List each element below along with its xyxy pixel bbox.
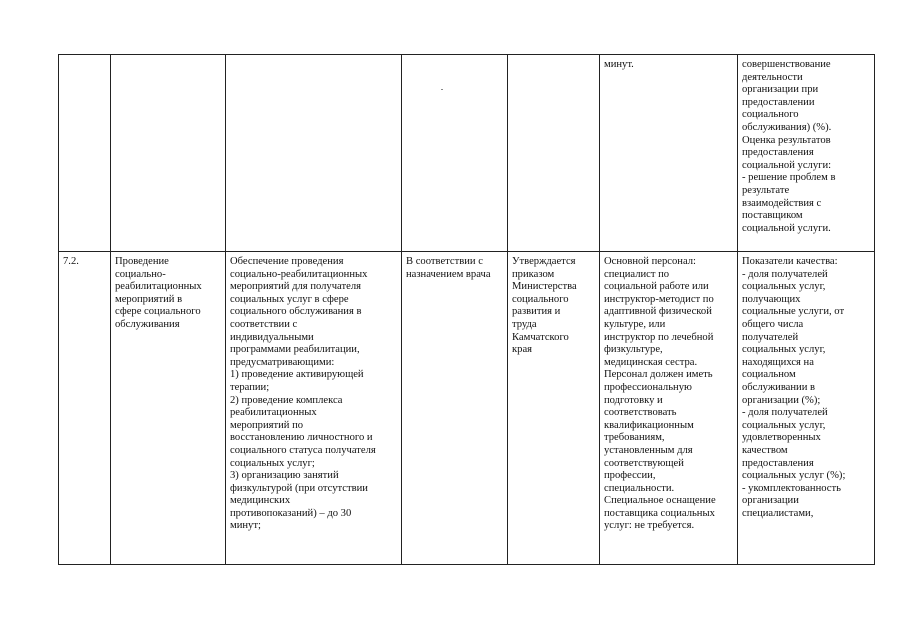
text-line: 3) организацию занятий bbox=[230, 470, 339, 482]
text-line: физкультуре, bbox=[604, 344, 663, 356]
text-line: получающих bbox=[742, 293, 801, 305]
cell-tariff bbox=[508, 55, 600, 252]
text-line: социальных услуг (%); bbox=[742, 470, 846, 482]
text-line: квалификационным bbox=[604, 419, 694, 431]
text-line: Персонал должен иметь bbox=[604, 369, 713, 381]
cell-number bbox=[59, 55, 111, 252]
cell-quality bbox=[738, 252, 875, 565]
text-line: специалист по bbox=[604, 268, 670, 280]
text-line: - решение проблем в bbox=[742, 172, 836, 184]
text-line: социального статуса получателя bbox=[230, 444, 376, 456]
text-line: - доля получателей bbox=[742, 268, 828, 280]
text-line: поставщика социальных bbox=[604, 507, 715, 519]
text-line: 1) проведение активирующей bbox=[230, 369, 364, 381]
cell-number bbox=[59, 252, 111, 565]
text-line: мероприятий по bbox=[230, 419, 304, 431]
text-line: Проведение bbox=[115, 256, 169, 267]
cell-tariff bbox=[508, 252, 600, 565]
text-line: социальной услуги. bbox=[742, 222, 831, 234]
text-line: социально-реабилитационных bbox=[230, 268, 368, 280]
cell-conditions bbox=[600, 55, 738, 252]
text-line: соответствующей bbox=[604, 457, 684, 469]
text-line: находящихся на bbox=[742, 356, 814, 368]
text-line: совершенствование bbox=[742, 59, 831, 70]
text-line: результате bbox=[742, 184, 790, 196]
text-line: реабилитационных bbox=[230, 407, 317, 419]
row-number: 7.2. bbox=[63, 256, 79, 267]
text-line: социальных услуг, bbox=[742, 281, 826, 293]
text-line: Камчатского bbox=[512, 331, 569, 343]
tariff-lines bbox=[512, 256, 595, 357]
text-line: специалистами, bbox=[742, 507, 814, 519]
text-line: требованиям, bbox=[604, 432, 665, 444]
table-row-7-2 bbox=[59, 252, 875, 565]
cell-volume bbox=[402, 55, 508, 252]
text-line: подготовку и bbox=[604, 394, 663, 406]
text-line: приказом bbox=[512, 268, 555, 280]
text-line: деятельности bbox=[742, 71, 803, 83]
text-line: предоставлении bbox=[742, 96, 815, 108]
text-line: социальных услуг; bbox=[230, 457, 315, 469]
cell-description bbox=[226, 55, 402, 252]
cell-name bbox=[111, 55, 226, 252]
text-line: медицинских bbox=[230, 495, 291, 507]
text-line: программами реабилитации, bbox=[230, 344, 360, 356]
text-line: В соответствии с bbox=[406, 256, 483, 267]
text-line: организации при bbox=[742, 84, 819, 96]
text-line: края bbox=[512, 344, 533, 356]
text-line: Показатели качества: bbox=[742, 256, 838, 267]
name-lines bbox=[115, 256, 221, 332]
text-line: инструктор-методист по bbox=[604, 293, 714, 305]
cell-quality bbox=[738, 55, 875, 252]
text-line: общего числа bbox=[742, 318, 804, 330]
text-line: адаптивной физической bbox=[604, 306, 712, 318]
quality-lines bbox=[742, 256, 870, 520]
text-line: инструктор по лечебной bbox=[604, 331, 714, 343]
text-line: труда bbox=[512, 318, 537, 330]
text-line: специальности. bbox=[604, 482, 675, 494]
text-line: 2) проведение комплекса bbox=[230, 394, 343, 406]
services-table bbox=[58, 54, 875, 565]
text-line: обслуживании в bbox=[742, 381, 816, 393]
text-line: поставщиком bbox=[742, 210, 803, 222]
text-line: мероприятий для получателя bbox=[230, 281, 361, 293]
text-line: социальных услуг в сфере bbox=[230, 293, 349, 305]
text-line: индивидуальными bbox=[230, 331, 314, 343]
text-line: обслуживания) (%). bbox=[742, 121, 832, 133]
text-line: предусматривающими: bbox=[230, 356, 335, 368]
text-line: - доля получателей bbox=[742, 407, 828, 419]
text-line: Специальное оснащение bbox=[604, 495, 716, 507]
cell-description bbox=[226, 252, 402, 565]
text-line: соответствии с bbox=[230, 318, 298, 330]
text-line: предоставления bbox=[742, 147, 814, 159]
text-line: предоставления bbox=[742, 457, 814, 469]
cell-volume bbox=[402, 252, 508, 565]
text-line: сфере социального bbox=[115, 306, 201, 318]
text-line: соответствовать bbox=[604, 407, 677, 419]
text-line: получателей bbox=[742, 331, 799, 343]
text-line: Основной персонал: bbox=[604, 256, 696, 267]
conditions-text: минут. bbox=[604, 59, 634, 70]
text-line: Обеспечение проведения bbox=[230, 256, 344, 267]
text-line: организации bbox=[742, 495, 799, 507]
text-line: культуре, или bbox=[604, 318, 666, 330]
text-line: физкультурой (при отсутствии bbox=[230, 482, 368, 494]
text-line: терапии; bbox=[230, 381, 270, 393]
text-line: - укомплектованность bbox=[742, 482, 841, 494]
text-line: назначением врача bbox=[406, 268, 491, 280]
text-line: взаимодействия с bbox=[742, 197, 822, 209]
cell-name bbox=[111, 252, 226, 565]
table-row-continuation bbox=[59, 55, 875, 252]
text-line: социальном bbox=[742, 369, 796, 381]
quality-lines bbox=[742, 59, 870, 235]
text-line: Министерства bbox=[512, 281, 577, 293]
text-line: организации (%); bbox=[742, 394, 821, 406]
text-line: социальных услуг, bbox=[742, 344, 826, 356]
text-line: удовлетворенных bbox=[742, 432, 821, 444]
text-line: Оценка результатов bbox=[742, 134, 831, 146]
text-line: социального bbox=[512, 293, 569, 305]
text-line: социальной услуги: bbox=[742, 159, 832, 171]
text-line: социально- bbox=[115, 268, 166, 280]
conditions-lines bbox=[604, 256, 733, 533]
text-line: обслуживания bbox=[115, 318, 180, 330]
text-line: реабилитационных bbox=[115, 281, 202, 293]
text-line: мероприятий в bbox=[115, 293, 183, 305]
cell-conditions bbox=[600, 252, 738, 565]
text-line: качеством bbox=[742, 444, 788, 456]
text-line: установленным для bbox=[604, 444, 693, 456]
text-line: социального обслуживания в bbox=[230, 306, 362, 318]
text-line: профессии, bbox=[604, 470, 656, 482]
text-line: восстановлению личностного и bbox=[230, 432, 373, 444]
text-line: медицинская сестра. bbox=[604, 356, 698, 368]
text-line: социального bbox=[742, 109, 799, 121]
volume-lines bbox=[406, 256, 503, 281]
text-line: противопоказаний) – до 30 bbox=[230, 507, 352, 519]
text-line: минут; bbox=[230, 520, 261, 532]
text-line: Утверждается bbox=[512, 256, 576, 267]
text-line: развития и bbox=[512, 306, 561, 318]
text-line: услуг: не требуется. bbox=[604, 520, 695, 532]
text-line: социальной работе или bbox=[604, 281, 709, 293]
text-line: социальные услуги, от bbox=[742, 306, 845, 318]
text-line: профессиональную bbox=[604, 381, 692, 393]
text-line: социальных услуг, bbox=[742, 419, 826, 431]
description-lines bbox=[230, 256, 397, 533]
